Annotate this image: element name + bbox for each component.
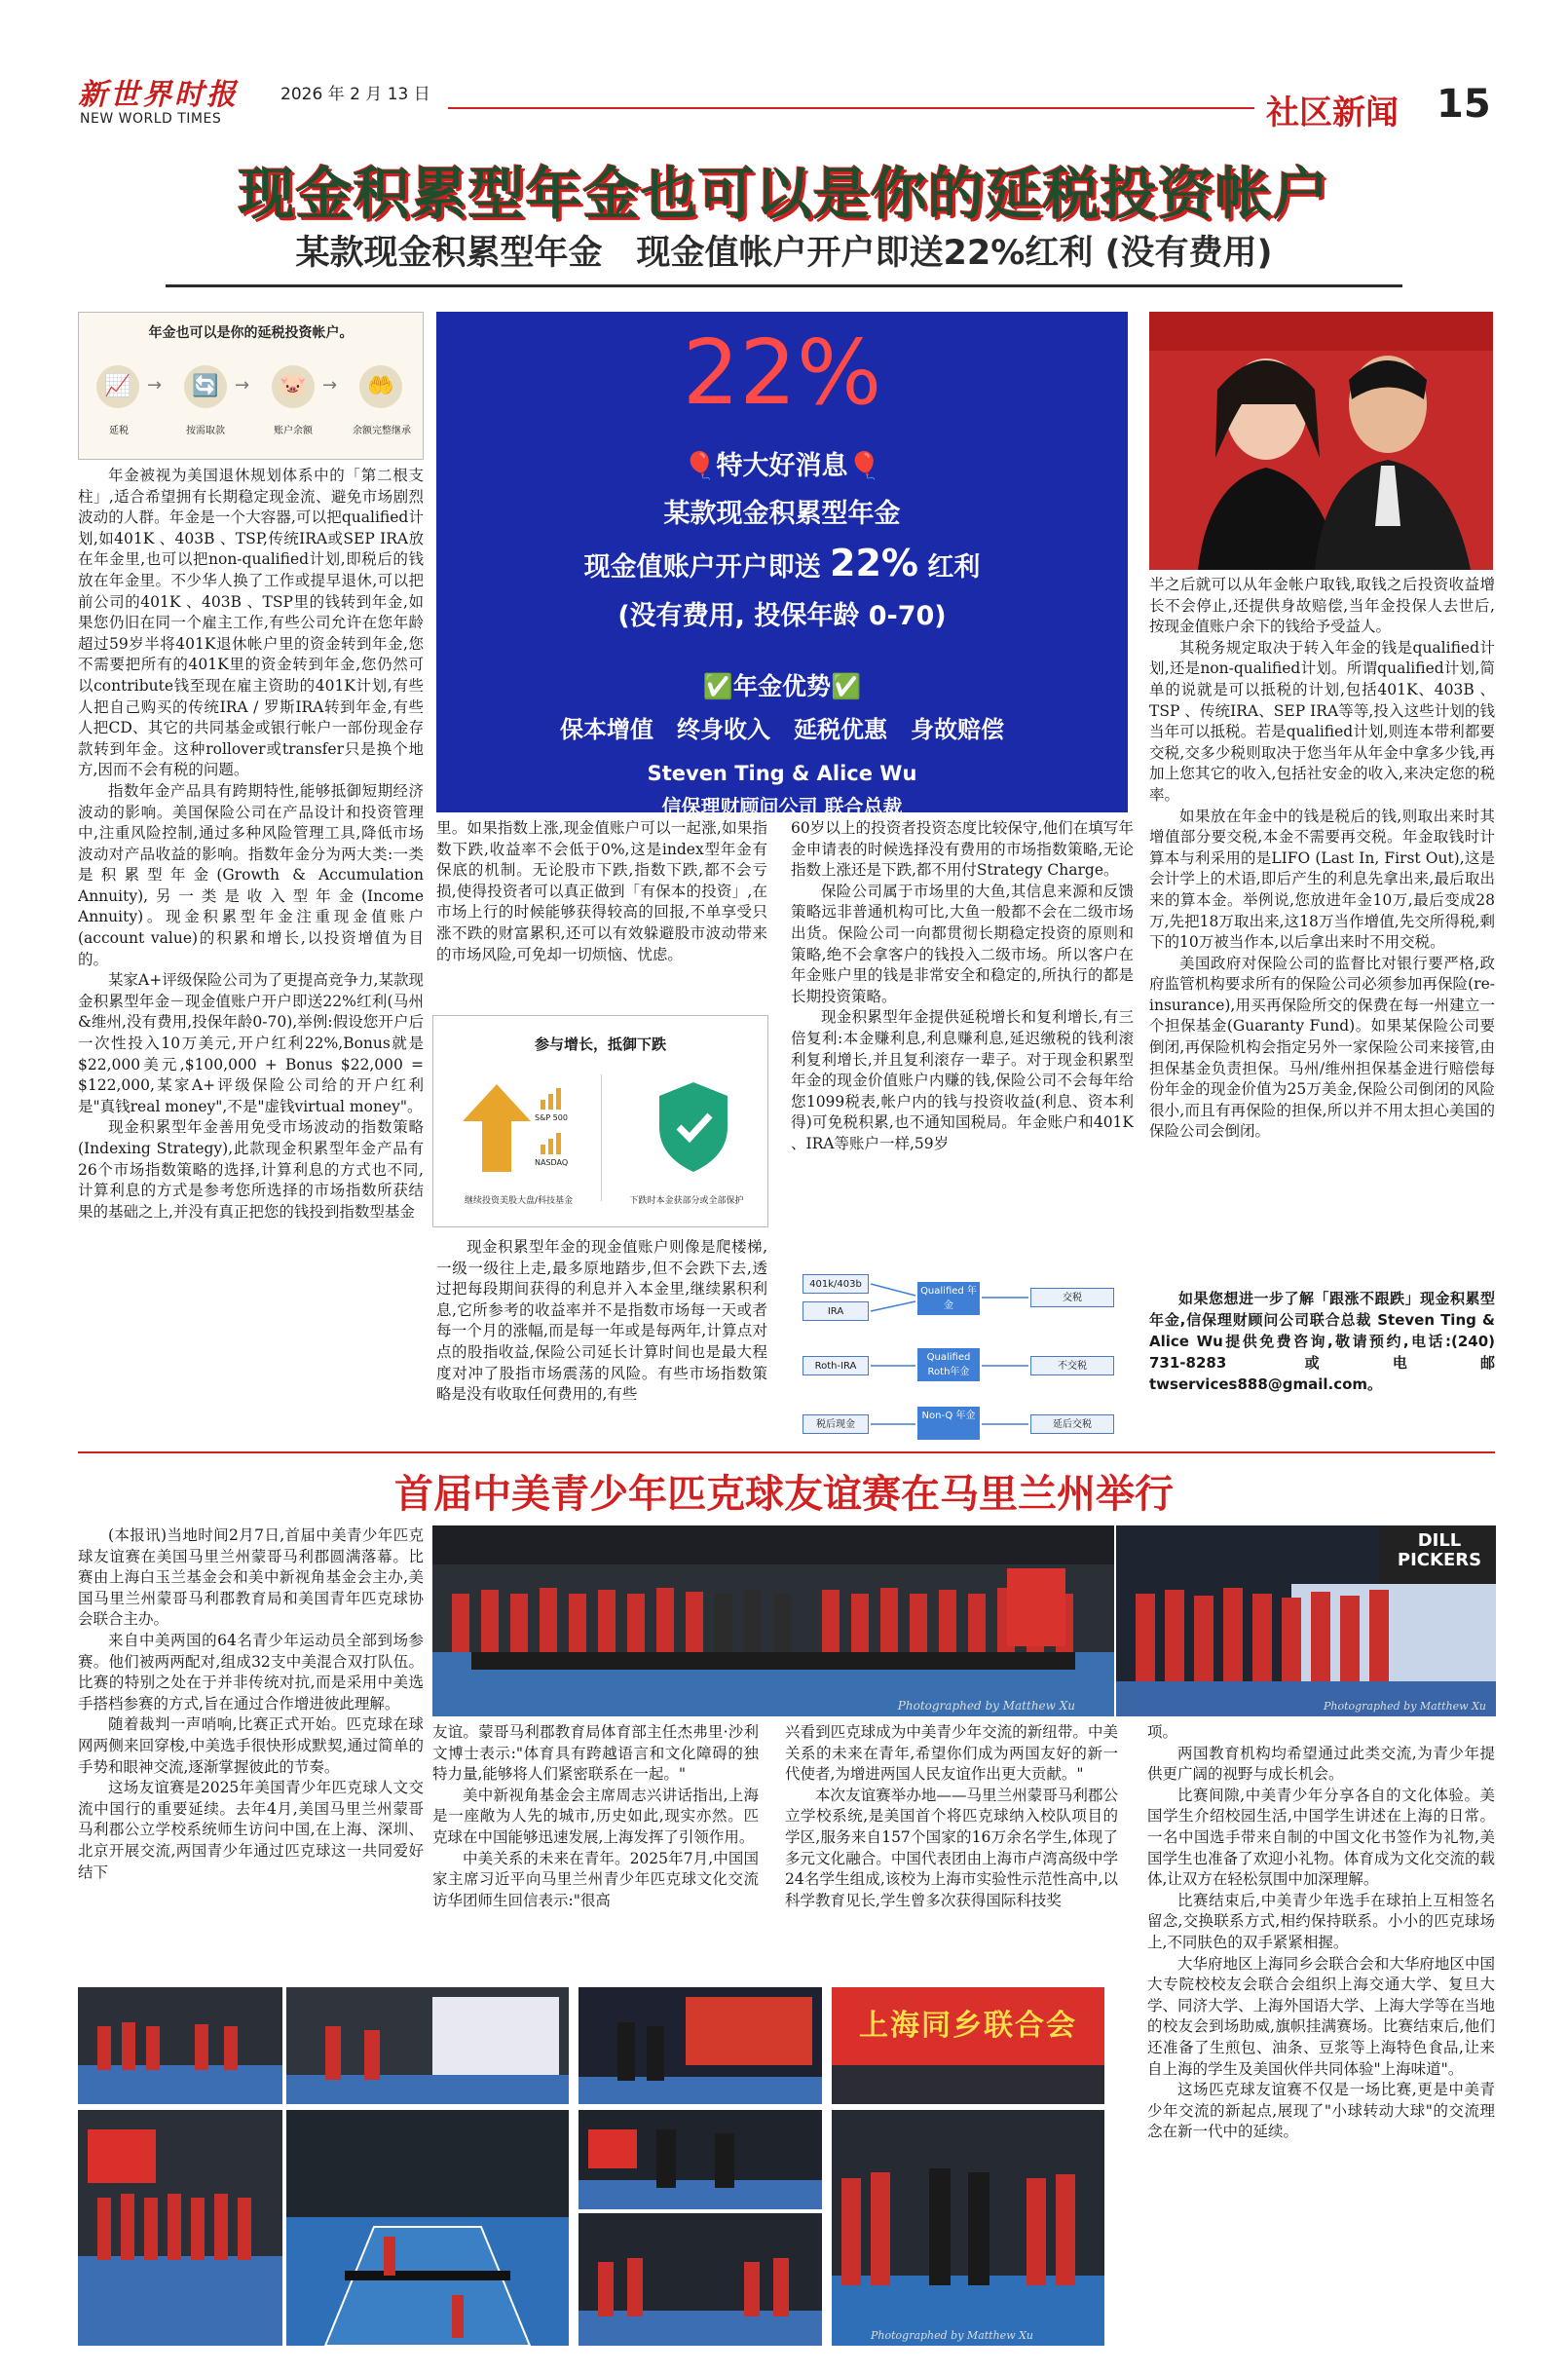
article2-column-4	[1147, 1722, 1495, 2346]
article2-column-1	[78, 1525, 424, 1980]
logo-chinese: 新世界时报	[78, 78, 239, 112]
group-photo	[432, 1525, 1114, 1716]
subheadline-rule	[166, 284, 1402, 287]
flow-arrows	[801, 1266, 1132, 1448]
piggy-bank-icon: 🐷	[272, 365, 315, 408]
nasdaq-label: NASDAQ	[535, 1158, 569, 1167]
arrow-icon: →	[147, 375, 163, 395]
masthead	[0, 0, 1568, 132]
chart-divider	[601, 1074, 602, 1201]
paragraph: 现金积累型年金的现金值账户则像是爬楼梯,一级一级往上走,最多原地踏步,但不会跌下去,透过把每段期间获得的利息并入本金里,继续累积利息,它所参考的收益率并不是指数市场每一天或者每一个月的涨幅,而是每一年或是每两年,计算点对点的股指收益,保险公司延长计算时间也是最大程度对冲了股指市场震荡的风险。有些市场指数策略是没有收取任何费用的,有些	[436, 1238, 767, 1404]
paragraph: 现金积累型年金善用免受市场波动的指数策略(Indexing Strategy),此款现金积累型年金产品有26个市场指数策略的选择,计算利息的方式也不同,计算利息的方式是参考您所选择的市场指数所获结果的基础之上,并没有真正把您的钱投到指数型基金	[78, 1118, 424, 1221]
annuity-infographic	[78, 312, 424, 460]
flow-source: 税后现金	[803, 1414, 869, 1434]
article1-column-3	[791, 818, 1134, 1266]
paragraph: 年金被视为美国退休规划体系中的「第二根支柱」,适合希望拥有长期稳定现金流、避免市场剧烈波动的人群。年金是一个大容器,可以把qualified计划,如401K 、403B 、TSP,传统IRA或SEP IRA放在年金里,也可以把non-qualified计划,即税后的钱放在年金里。不少华人换了工作或提早退休,可以把前公司的401K 、403B 、TSP里的钱转到年金,如果您仍旧在同一个雇主工作,有些公司允许在您年龄超过59岁半将401K退休帐户里的资金转到年金,您不需要把所有的401K里的资金转到年金,您仍然可以contribute钱至现在雇主资助的401K计划,有些人把自己购买的传统IRA / 罗斯IRA转到年金,有些人把CD、其它的共同基金或银行帐户一部份现金存款转到年金。这种rollover或transfer只是换个地方,因而不会有税的问题。	[78, 467, 424, 779]
infographic-steps	[89, 359, 415, 452]
ad-bonus-number: 22%	[830, 542, 918, 584]
step-label: 按需取款	[186, 426, 225, 436]
flow-result: 不交税	[1030, 1356, 1114, 1375]
annuity-tax-flow	[801, 1266, 1132, 1448]
event-photo	[832, 2110, 1104, 2346]
paragraph: 本次友谊赛举办地——马里兰州蒙哥马利郡公立学校系统,是美国首个将匹克球纳入校队项目的学区,服务来自157个国家的16万余名学生,体现了多元文化融合。中国代表团由上海市卢湾高级中学24名学生组成,该校为上海市实验性示范性高中,以科学教育见长,学生曾多次获得国际科技奖	[785, 1786, 1118, 1909]
masthead-rule	[448, 107, 1254, 109]
paragraph: 来自中美两国的64名青少年运动员全部到场参赛。他们被两两配对,组成32支中美混合双打队伍。比赛的特别之处在于并非传统对抗,而是采用中美选手搭档参赛的方式,旨在通过合作增进彼此理解。	[78, 1631, 424, 1713]
court-photo	[286, 2110, 569, 2346]
event-photo	[579, 2110, 822, 2209]
caption-right: 下跌时本金获部分或全部保护	[629, 1196, 744, 1206]
paragraph: 两国教育机构均希望通过此类交流,为青少年提供更广阔的视野与成长机会。	[1147, 1744, 1495, 1784]
event-photo	[579, 2213, 822, 2346]
arrow-icon: →	[235, 375, 250, 395]
withdraw-cycle-icon: 🔄	[184, 365, 227, 408]
sp500-label: S&P 500	[535, 1113, 568, 1122]
page-number: 15	[1437, 82, 1491, 127]
step-label: 余额完整继承	[353, 426, 411, 436]
contact-box	[1149, 1288, 1495, 1450]
article2-headline: 首届中美青少年匹克球友谊赛在马里兰州举行	[394, 1472, 1174, 1517]
flow-result: 延后交税	[1030, 1414, 1114, 1434]
article1-column-2-top	[436, 818, 767, 1008]
paragraph: 大华府地区上海同乡会联合会和大华府地区中国大专院校校友会联合会组织上海交通大学、复旦大学、同济大学、上海外国语大学、上海大学等在当地的校友会到场助威,旗帜挂满赛场。比赛结束后,他们还准备了生煎包、油条、豆浆等上海特色食品,让来自上海的学生及美国伙伴共同体验"上海味道"。	[1147, 1954, 1495, 2078]
paragraph: (本报讯)当地时间2月7日,首届中美青少年匹克球友谊赛在美国马里兰州蒙哥马利郡圆满落幕。比赛由上海白玉兰基金会和美中新视角基金会主办,美国马里兰州蒙哥马利郡教育局和美国青年匹克球协会联合主办。	[78, 1526, 424, 1629]
flow-middle: Non-Q 年金	[917, 1407, 980, 1440]
masthead-logo	[78, 70, 239, 113]
ad-no-fee: (没有费用, 投保年龄 0-70)	[617, 601, 947, 631]
hand-heart-icon: 🤲	[359, 365, 402, 408]
paragraph: 友谊。蒙哥马利郡教育局体育部主任杰弗里·沙利文博士表示:"体育具有跨越语言和文化障碍的独特力量,能够将人们紧密联系在一起。"	[432, 1723, 759, 1784]
ad-bonus-line	[436, 542, 1128, 584]
flow-middle: Qualified 年金	[917, 1282, 980, 1315]
article2-column-3	[785, 1722, 1118, 1980]
ad-company: 信保理财顾问公司 联合总裁	[661, 795, 903, 818]
banner-photo	[832, 1987, 1104, 2104]
portrait-photo	[1149, 312, 1493, 570]
paragraph: 这场友谊赛是2025年美国青少年匹克球人文交流中国行的重要延续。去年4月,美国马里兰州蒙哥马利郡公立学校系统师生访问中国,在上海、深圳、北京开展交流,两国青少年通过匹克球这一共同爱好结下	[78, 1779, 424, 1881]
ad-good-news: 🎈特大好消息🎈	[683, 451, 881, 481]
shield-icon	[659, 1082, 728, 1172]
flow-middle: Qualified Roth年金	[917, 1348, 980, 1381]
ad-names: Steven Ting & Alice Wu	[647, 762, 917, 785]
growth-protection-chart	[432, 1015, 768, 1227]
ad-big-number: 22%	[682, 320, 882, 425]
flow-source: Roth-IRA	[803, 1356, 869, 1375]
infographic-title: 年金也可以是你的延税投资帐户。	[148, 325, 354, 341]
chart-box-title: 参与增长，抵御下跌	[534, 1035, 666, 1053]
paragraph: 美国政府对保险公司的监督比对银行要严格,政府监管机构要求所有的保险公司必须参加再保险(re-insurance),用买再保险所交的保费在每一州建立一个担保基金(Guaranty Fund)。如果某保险公司要倒闭,再保险机构会指定另外一家保险公司来接管,由担保基金负责担保。马州/维州担保基金进行赔偿每份年金的现金价值为25万美金,保险公司倒闭的风险很小,而且有再保险的担保,所以并不用太担心美国的保险公司会倒闭。	[1149, 954, 1495, 1141]
photo-credit: Photographed by Matthew Xu	[897, 1699, 1075, 1713]
flow-source: 401k/403b	[803, 1274, 869, 1294]
section-title: 社区新闻	[1266, 94, 1399, 132]
ad-product: 某款现金积累型年金	[663, 499, 901, 529]
paragraph: 半之后就可以从年金帐户取钱,取钱之后投资收益增长不会停止,还提供身故赔偿,当年金投保人去世后,按现金值账户余下的钱给予受益人。	[1149, 576, 1495, 636]
flow-source: IRA	[803, 1301, 869, 1321]
event-photo	[78, 2110, 282, 2346]
article1-subheadline: 某款现金积累型年金 现金值帐户开户即送22%红利 (没有费用)	[295, 234, 1273, 273]
paragraph: 随着裁判一声哨响,比赛正式开始。匹克球在球网两侧来回穿梭,中美选手很快形成默契,通过简单的手势和眼神交流,逐渐掌握彼此的节奏。	[78, 1715, 424, 1776]
logo-english: NEW WORLD TIMES	[80, 111, 222, 127]
growth-chart-icon: 📈	[96, 365, 139, 408]
ad-phone: 免费咨询 (240) 731-8283	[655, 829, 909, 852]
ad-bonus-prefix: 现金值账户开户即送	[583, 552, 821, 583]
paragraph: 中美关系的未来在青年。2025年7月,中国国家主席习近平向马里兰州青少年匹克球文化交流访华团师生回信表示:"很高	[432, 1849, 759, 1909]
bar-chart-icon	[539, 1086, 566, 1110]
photo-credit: Photographed by Matthew Xu	[871, 2329, 1034, 2342]
paragraph: 这场匹克球友谊赛不仅是一场比赛,更是中美青少年交流的新起点,展现了"小球转动大球"的交流理念在新一代中的延续。	[1147, 2081, 1495, 2141]
article1-column-2-bottom	[436, 1237, 767, 1447]
event-photo	[579, 1987, 822, 2104]
article1-column-1	[78, 466, 424, 1445]
paragraph: 比赛结束后,中美青少年选手在球拍上互相签名留念,交换联系方式,相约保持联系。小小的匹克球场上,不同肤色的双手紧紧相握。	[1147, 1891, 1495, 1951]
paragraph: 某家A+评级保险公司为了更提高竞争力,某款现金积累型年金－现金值账户开户即送22%红利(马州&维州,没有费用,投保年龄0-70),举例:假设您开户后一次性投入10万美元,开户红利22%,Bonus就是$22,000美元,$100,000 + Bonus $22,000 = $122,000,某家A+评级保险公司给的开户红利是"真钱real money",不是"虚钱virtual money"。	[78, 971, 424, 1115]
up-arrow-icon	[463, 1084, 531, 1172]
team-photo	[1116, 1525, 1496, 1716]
banner-text: 上海同乡联合会	[859, 2009, 1077, 2043]
paragraph: 兴看到匹克球成为中美青少年交流的新纽带。中美关系的未来在青年,希望你们成为两国友好的新一代使者,为增进两国人民友谊作出更大贡献。"	[785, 1723, 1118, 1784]
ad-advantages: 保本增值 终身收入 延税优惠 身故赔偿	[560, 716, 1004, 743]
section-divider	[78, 1451, 1495, 1453]
venue-sign: DILL PICKERS	[1397, 1530, 1482, 1570]
ad-bonus-suffix: 红利	[927, 552, 981, 583]
paragraph: 项。	[1147, 1723, 1178, 1741]
event-photo	[78, 1987, 282, 2104]
photo-credit: Photographed by Matthew Xu	[1323, 1700, 1486, 1713]
paragraph: 如果放在年金中的钱是税后的钱,则取出来时其增值部分要交税,本金不需要再交税。年金取钱时计算本与利采用的是LIFO (Last In, First Out),这是会计学上的术语,即后产生的利息先拿出来,最后取出来的算本金。举例说,您放进年金10万,最后变成28万,先把18万取出来,这18万当作增值,先交所得税,剩下的10万被当作本,以后拿出来时不用交税。	[1149, 807, 1495, 952]
paragraph: 美中新视角基金会主席周志兴讲话指出,上海是一座敞为人先的城市,历史如此,现实亦然。匹克球在中国能够迅速发展,上海发挥了引领作用。	[432, 1786, 759, 1846]
step-label: 延税	[109, 426, 129, 436]
bar-chart-icon	[539, 1131, 566, 1154]
event-photo	[286, 1987, 569, 2104]
paragraph: 其税务规定取决于转入年金的钱是qualified计划,还是non-qualified计划。所谓qualified计划,简单的说就是可以抵税的计划,包括401K、403B 、TSP 、传统IRA、SEP IRA等等,投入这些计划的钱当年可以抵税。若是qualified计划,则连本带利都要交税,交多少税则取决于您当年从年金中拿多少钱,再加上您其它的收入,包括社安金的收入,来决定您的税率。	[1149, 638, 1495, 804]
paragraph: 60岁以上的投资者投资态度比较保守,他们在填写年金申请表的时候选择没有费用的市场指数策略,无论指数上涨还是下跌,都不用付Strategy Charge。	[791, 819, 1134, 880]
paragraph: 比赛间隙,中美青少年分享各自的文化体验。美国学生介绍校园生活,中国学生讲述在上海的日常。一名中国选手带来自制的中国文化书签作为礼物,美国学生也准备了欢迎小礼物。体育成为文化交流的载体,让双方在轻松氛围中加深理解。	[1147, 1786, 1495, 1889]
caption-left: 继续投资美股大盘/科技基金	[464, 1196, 574, 1206]
arrow-icon: →	[322, 375, 338, 395]
article1-column-4	[1149, 575, 1495, 1286]
ad-advantages-title: ✅年金优势✅	[702, 672, 862, 700]
contact-text: 如果您想进一步了解「跟涨不跟跌」现金积累型年金,信保理财顾问公司联合总裁 Steven Ting & Alice Wu提供免费咨询,敬请预约,电话:(240) 731-8283 或电邮 twservices888@gmail.com。	[1149, 1290, 1495, 1393]
paragraph: 里。如果指数上涨,现金值账户可以一起涨,如果指数下跌,收益率不会低于0%,这是index型年金有保底的机制。无论股市下跌,指数下跌,都不会亏损,使得投资者可以真正做到「有保本的投资」,在市场上行的时候能够获得较高的回报,不单享受只涨不跌的财富累积,还可以有效躲避股市波动带来的市场风险,可免却一切烦恼、忧虑。	[436, 819, 767, 963]
article1-headline: 现金积累型年金也可以是你的延税投资帐户	[238, 161, 1330, 227]
paragraph: 现金积累型年金提供延税增长和复利增长,有三倍复利:本金赚利息,利息赚利息,延迟缴税的钱利滚利复利增长,并且复利滚存一辈子。对于现金积累型年金的现金价值账户内赚的钱,保险公司不会每年给您1099税表,帐户内的钱与投资收益(利息、资本利得)可免税积累,也不通知国税局。年金账户和401K 、IRA等账户一样,59岁	[791, 1008, 1134, 1152]
step-label: 账户余额	[274, 426, 313, 436]
paragraph: 指数年金产品具有跨期特性,能够抵御短期经济波动的影响。美国保险公司在产品设计和投资管理中,注重风险控制,通过多种风险管理工具,降低市场波动对产品收益的影响。指数年金分为两大类:一类是积累型年金(Growth & Accumulation Annuity),另一类是收入型年金(Income Annuity)。现金积累型年金注重现金值账户(account value)的积累和增长,以投资增值为目的。	[78, 781, 424, 968]
paragraph: 保险公司属于市场里的大鱼,其信息来源和反馈策略远非普通机构可比,大鱼一般都不会在二级市场出货。保险公司一向都贯彻长期稳定投资的原则和策略,绝不会拿客户的钱投入二级市场。所以客户在年金账户里的钱是非常安全和稳定的,所执行的都是长期投资策略。	[791, 882, 1134, 1005]
article2-column-2	[432, 1722, 759, 1980]
flow-result: 交税	[1030, 1288, 1114, 1307]
masthead-date: 2026 年 2 月 13 日	[280, 85, 430, 104]
